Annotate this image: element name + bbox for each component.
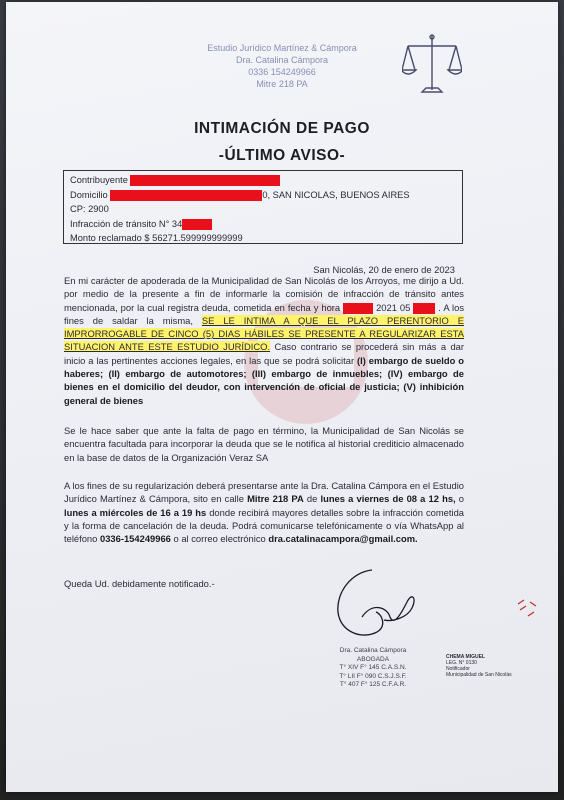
stamp-line2: LEG. N° 0130 — [446, 660, 477, 666]
highlighted-warning: SE LE INTIMA A QUE EL PLAZO PERENTORIO E IMPRORROGABLE DE CINCO (5) DIAS HÁBILES SE PRESENTE A REGULARIZAR ESTA SITUACION ANTE ESTE ESTUDIO JURÍDICO. — [64, 314, 464, 353]
email-bold: dra.catalinacampora@gmail.com. — [268, 533, 418, 545]
domicilio-row — [70, 188, 456, 203]
paragraph-veraz: Se le hace saber que ante la falta de pago en término, la Municipalidad de San Nicolás se encuentra facultada para incorporar la deuda que se le notifica al historial crediticio almacenado en la base de datos de la Organización Veraz SA — [64, 425, 464, 463]
taxpayer-row — [70, 173, 456, 188]
signatory-reg3: T° 407 F° 125 C.F.A.R. — [339, 681, 407, 688]
infraccion-row — [70, 217, 456, 232]
p4-text: A los fines de su regularización deberá presentarse ante la Dra. Catalina Cámpora en el Estudio Jurídico Martínez & Cámpora, sito en calle — [64, 480, 464, 505]
redacted-block — [343, 303, 373, 314]
address-bold: Mitre 218 PA — [247, 493, 304, 505]
signatory-reg1: T° XIV F° 145 C.A.S.N. — [339, 664, 407, 671]
stamp-line1: CHEMA MIGUEL — [446, 654, 485, 660]
p4-text: o al correo electrónico — [173, 533, 266, 545]
official-stamp — [446, 654, 512, 678]
redacted-block — [182, 219, 212, 230]
handwritten-signature — [332, 562, 422, 647]
domicilio-label: Domicilio — [70, 189, 108, 200]
stamp-line3: Notificador — [446, 666, 470, 672]
paragraph-intro — [64, 274, 464, 407]
p4-text: donde recibirá mayores detalles sobre la infracción cometida y la forma de cancelación de la deuda. Podrá comunicarse telefónicamente o vía WhatsApp al teléfono — [64, 506, 464, 545]
p2-text: Caso contrario se procederá sin más a dar inicio a las pertinentes acciones legales, en las que se podrá solicitar — [64, 341, 464, 366]
p4-text: de — [306, 493, 318, 505]
document-page — [6, 2, 558, 792]
contribuyente-label: Contribuyente — [70, 175, 128, 185]
signatory-title: ABOGADA — [356, 655, 390, 663]
letter-date: San Nicolás, 20 de enero de 2023 — [313, 264, 455, 275]
decorative-mark — [514, 596, 540, 622]
letterhead-phone: 0336 154249966 — [248, 67, 316, 77]
page-subtitle: -ÚLTIMO AVISO- — [218, 147, 346, 164]
redacted-block — [413, 303, 435, 314]
phone-bold: 0336-154249966 — [99, 533, 171, 545]
p4-text: o — [458, 493, 465, 505]
letterhead-address: Mitre 218 PA — [256, 79, 308, 89]
cp-row: CP: 2900 — [70, 204, 109, 214]
signatory-block — [318, 647, 428, 690]
signatory-name: Dra. Catalina Cámpora — [339, 647, 407, 654]
hours-bold-2: lunes a miércoles de 16 a 19 hs — [64, 506, 207, 518]
page-title: INTIMACIÓN DE PAGO — [194, 120, 370, 137]
p1-text: En mi carácter de apoderada de la Municipalidad de San Nicolás de los Arroyos, me dirijo a Ud. por medio de la presente a fin de informarle la comisión de infracción de tránsito antes mencionada, por la cual registra deuda, cometida en fecha y hora — [64, 275, 464, 313]
redacted-block — [110, 190, 262, 201]
scales-of-justice-icon — [402, 32, 462, 96]
p1-text-end: . A los fines de saldar la misma, — [64, 301, 465, 326]
monto-row: Monto reclamado $ 56271.599999999999 — [70, 233, 243, 243]
letterhead — [6, 42, 558, 90]
letterhead-firm: Estudio Jurídico Martínez & Cámpora — [207, 43, 357, 53]
letterhead-name: Dra. Catalina Cámpora — [235, 55, 329, 65]
domicilio-value: 0, SAN NICOLAS, BUENOS AIRES — [262, 189, 410, 200]
hours-bold-1: lunes a viernes de 08 a 12 hs, — [320, 493, 456, 505]
infraccion-label: Infracción de tránsito N° 34 — [70, 218, 183, 229]
signatory-reg2: T° LII F° 090 C.S.J.S.F. — [339, 672, 407, 680]
paragraph-contact — [64, 479, 464, 545]
taxpayer-info-box — [63, 170, 463, 244]
p1-date-fragment: 2021 05 — [376, 301, 411, 313]
redacted-block — [130, 175, 280, 186]
p2-bold: (I) embargo de sueldo o haberes; (II) embargo de automotores; (III) embargo de inmuebles; (IV) embargo de bienes en el domicilio del deudor, con intervención de oficial de justicia; (V) inhibición general de bienes — [64, 354, 464, 406]
closing-line: Queda Ud. debidamente notificado.- — [64, 578, 215, 589]
stamp-line4: Municipalidad de San Nicolás — [446, 672, 512, 678]
